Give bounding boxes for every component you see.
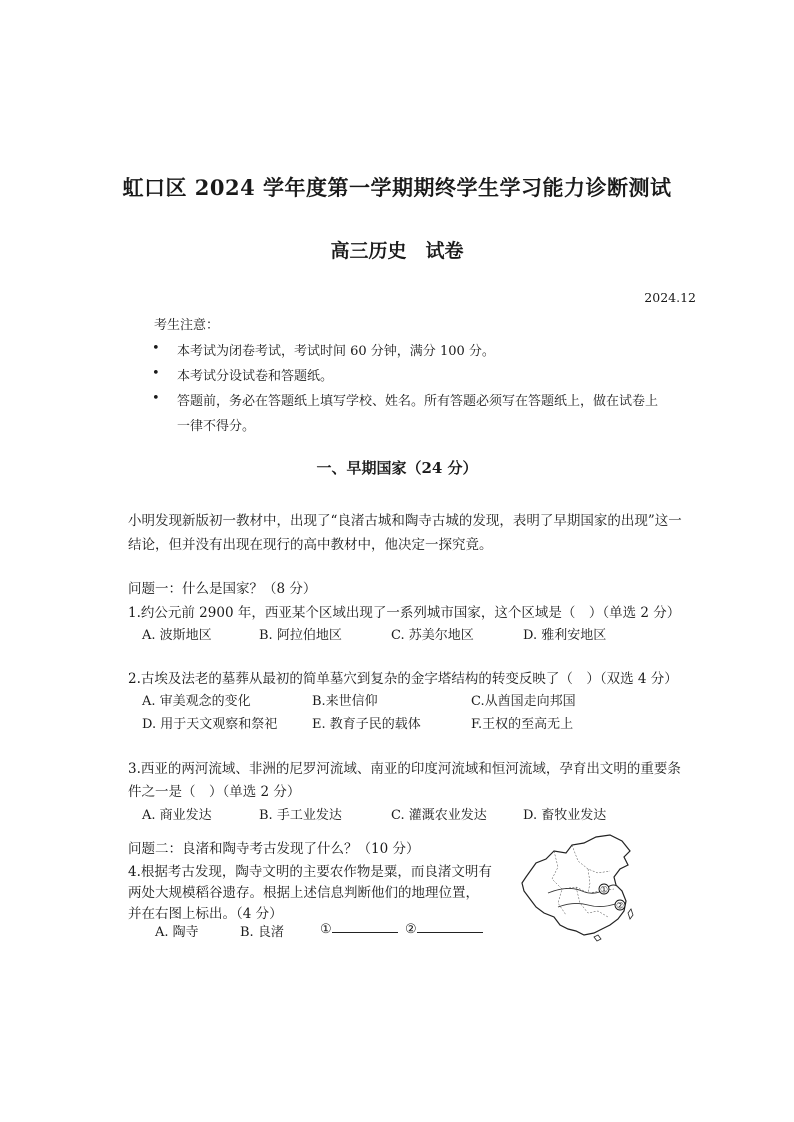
section-intro-line: 结论，但并没有出现在现行的高中教材中，他决定一探究竟。 — [128, 537, 493, 553]
question-4-stem: 两处大规模稻谷遗存。根据上述信息判断他们的地理位置， — [128, 885, 479, 901]
bullet-icon: • — [152, 366, 160, 381]
note-item: 本考试为闭卷考试，考试时间 60 分钟，满分 100 分。 — [177, 344, 495, 359]
question-1-option: C. 苏美尔地区 — [391, 628, 474, 643]
blank-1-label: ① — [320, 922, 332, 937]
exam-title: 虹口区 2024 学年度第一学期期终学生学习能力诊断测试 — [122, 175, 672, 200]
question-1-option: D. 雅利安地区 — [523, 628, 607, 643]
island-shape — [628, 909, 633, 919]
question-4-option: B. 良渚 — [240, 925, 284, 940]
question-2-option: C.从酋国走向邦国 — [471, 694, 576, 709]
question-1-stem: 1.约公元前 2900 年，西亚某个区域出现了一系列城市国家，这个区域是（ ）（单选 2 分） — [128, 605, 681, 621]
question-2-option: F.王权的至高无上 — [471, 717, 574, 732]
map-marker-1: ① — [599, 885, 609, 896]
notes-title: 考生注意： — [154, 318, 220, 333]
question-2-option: D. 用于天文观察和祭祀 — [142, 717, 278, 732]
blank-2-line — [417, 920, 483, 933]
question-4-stem: 4.根据考古发现，陶寺文明的主要农作物是粟，而良渚文明有 — [128, 864, 492, 880]
question-3-stem: 3.西亚的两河流域、非洲的尼罗河流域、南亚的印度河流域和恒河流域，孕育出文明的重要条 — [128, 761, 681, 777]
blank-2-label: ② — [405, 922, 417, 937]
answer-blank-1[interactable] — [320, 920, 398, 937]
exam-date: 2024.12 — [644, 290, 696, 305]
river-line — [558, 903, 618, 907]
question-2-option: E. 教育子民的载体 — [312, 717, 421, 732]
question-3-option: D. 畜牧业发达 — [523, 808, 607, 823]
problem2-title: 问题二：良渚和陶寺考古发现了什么？（10 分） — [128, 841, 420, 857]
question-4-option: A. 陶寺 — [155, 925, 199, 940]
bullet-icon: • — [152, 341, 160, 356]
island-shape — [594, 935, 601, 941]
question-3-stem: 件之一是（ ）（单选 2 分） — [128, 784, 301, 800]
bullet-icon: • — [152, 391, 160, 406]
exam-subtitle: 高三历史 试卷 — [330, 240, 464, 262]
question-2-stem: 2.古埃及法老的墓葬从最初的简单墓穴到复杂的金字塔结构的转变反映了（ ）（双选 4 分） — [128, 671, 678, 687]
province-boundary — [572, 845, 610, 873]
blank-1-line — [332, 920, 398, 933]
question-2-option: B.来世信仰 — [312, 694, 378, 709]
section-title: 一、早期国家（24 分） — [316, 459, 478, 477]
map-marker-2: ② — [615, 901, 625, 912]
question-1-option: A. 波斯地区 — [142, 628, 212, 643]
question-1-option: B. 阿拉伯地区 — [259, 628, 342, 643]
question-4-stem: 并在右图上标出。（4 分） — [128, 906, 283, 922]
answer-blank-2[interactable] — [405, 920, 483, 937]
section-intro-line: 小明发现新版初一教材中，出现了“良渚古城和陶寺古城的发现，表明了早期国家的出现”这一 — [128, 513, 682, 529]
question-2-option: A. 审美观念的变化 — [142, 694, 251, 709]
note-item: 本考试分设试卷和答题纸。 — [177, 369, 334, 384]
question-3-option: B. 手工业发达 — [259, 808, 342, 823]
note-item: 答题前，务必在答题纸上填写学校、姓名。所有答题必须写在答题纸上，做在试卷上 — [177, 394, 659, 409]
note-item: 一律不得分。 — [177, 419, 256, 434]
question-3-option: C. 灌溉农业发达 — [391, 808, 487, 823]
province-boundary — [588, 869, 590, 893]
problem1-title: 问题一：什么是国家？（8 分） — [128, 581, 317, 597]
china-map-figure — [518, 833, 638, 943]
question-3-option: A. 商业发达 — [142, 808, 212, 823]
